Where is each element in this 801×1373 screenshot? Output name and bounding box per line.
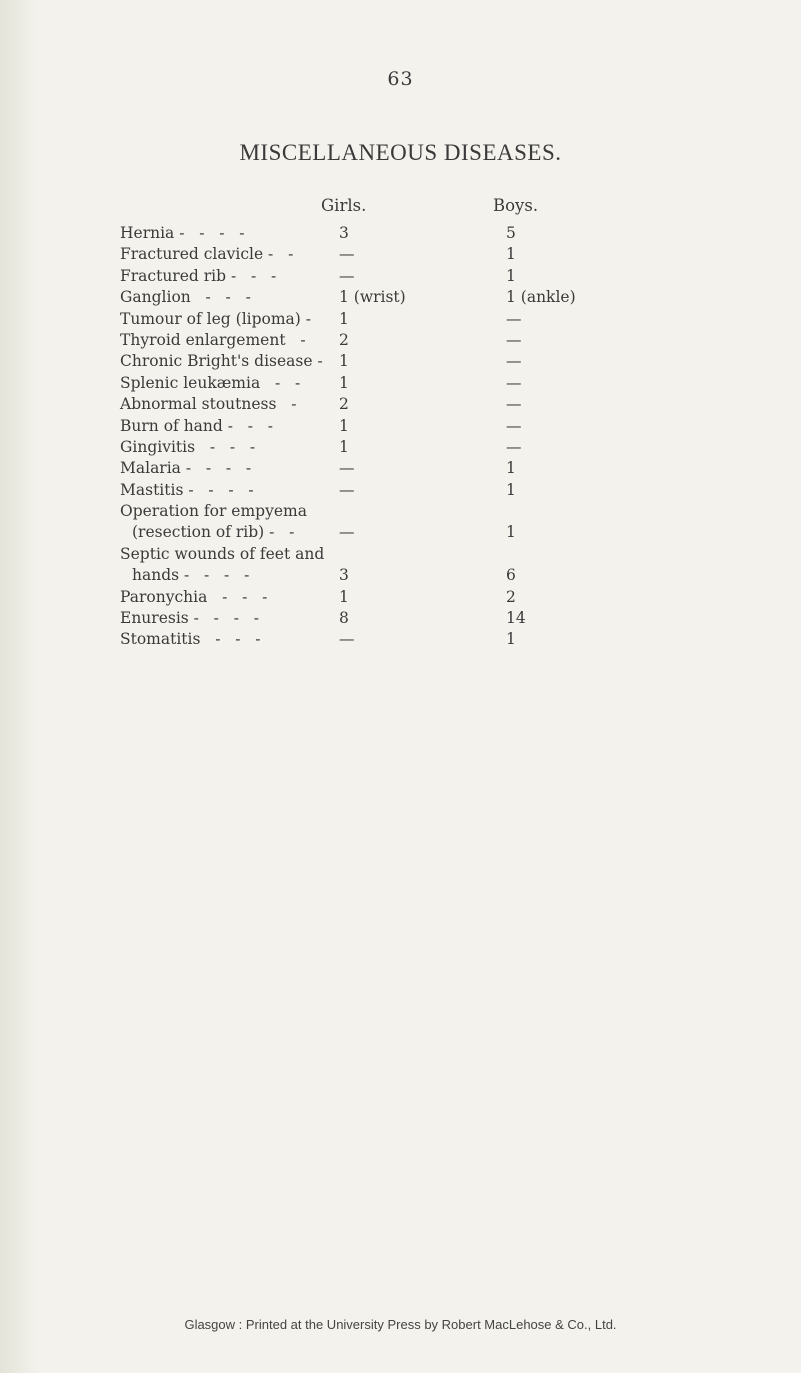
boys-count: — (506, 395, 522, 414)
disease-label: Fractured clavicle - - (120, 245, 294, 264)
boys-count: 6 (506, 566, 516, 585)
table-row (0, 223, 801, 244)
disease-label: Burn of hand - - - (120, 416, 274, 435)
disease-label: Chronic Bright's disease - (120, 352, 323, 371)
column-header-boys: Boys. (493, 196, 539, 215)
boys-count: 14 (506, 609, 526, 628)
girls-count: 2 (339, 395, 349, 414)
disease-label: Paronychia - - - (120, 587, 268, 606)
girls-count: — (339, 480, 355, 499)
printer-imprint: Glasgow : Printed at the University Press by Robert MacLehose & Co., Ltd. (184, 1317, 617, 1332)
boys-count: 1 (506, 266, 516, 285)
table-row (0, 458, 801, 479)
table-row (0, 394, 801, 415)
boys-count: — (506, 373, 522, 392)
girls-count: 1 (339, 373, 349, 392)
table-row (0, 480, 801, 501)
disease-label: Ganglion - - - (120, 288, 251, 307)
girls-count: 1 (339, 309, 349, 328)
disease-label: Enuresis - - - - (120, 609, 259, 628)
disease-label: Stomatitis - - - (120, 630, 261, 649)
boys-count: 1 (506, 630, 516, 649)
boys-count: 1 (506, 245, 516, 264)
boys-count: 5 (506, 224, 516, 242)
table-row (0, 501, 801, 522)
girls-count: 1 (339, 352, 349, 371)
girls-count: 1 (339, 416, 349, 435)
disease-label: Malaria - - - - (120, 459, 252, 478)
boys-count: — (506, 309, 522, 328)
table-row (0, 522, 801, 543)
girls-count: 1 (339, 437, 349, 456)
table-row (0, 351, 801, 372)
boys-count: 2 (506, 587, 516, 606)
girls-count: 3 (339, 224, 349, 242)
girls-count: — (339, 245, 355, 264)
page-number: 63 (387, 68, 414, 90)
boys-count: — (506, 352, 522, 371)
boys-count: 1 (ankle) (506, 288, 576, 307)
disease-label: Splenic leukæmia - - (120, 373, 301, 392)
table-row (0, 266, 801, 287)
boys-count: — (506, 330, 522, 349)
table-row (0, 587, 801, 608)
girls-count: — (339, 630, 355, 649)
disease-label: (resection of rib) - - (132, 523, 295, 542)
disease-label: Operation for empyema (120, 502, 307, 521)
page-edge-shadow (0, 0, 38, 1373)
page-title: MISCELLANEOUS DISEASES. (239, 140, 562, 165)
girls-count: 1 (339, 587, 349, 606)
disease-label: Gingivitis - - - (120, 437, 256, 456)
column-header-girls: Girls. (321, 196, 367, 215)
boys-count: 1 (506, 480, 516, 499)
girls-count: 1 (wrist) (339, 288, 406, 307)
table-row (0, 565, 801, 586)
disease-label: hands - - - - (132, 566, 250, 585)
disease-label: Mastitis - - - - (120, 480, 254, 499)
table-row (0, 330, 801, 351)
table-row (0, 373, 801, 394)
girls-count: — (339, 266, 355, 285)
table-row (0, 437, 801, 458)
girls-count: 8 (339, 609, 349, 628)
disease-label: Thyroid enlargement - (120, 330, 306, 349)
diseases-table (0, 223, 801, 651)
girls-count: — (339, 523, 355, 542)
boys-count: — (506, 437, 522, 456)
table-row (0, 608, 801, 629)
boys-count: — (506, 416, 522, 435)
girls-count: 3 (339, 566, 349, 585)
disease-label: Tumour of leg (lipoma) - (120, 309, 312, 328)
table-row (0, 309, 801, 330)
table-row (0, 287, 801, 308)
disease-label: Septic wounds of feet and (120, 544, 325, 563)
disease-label: Abnormal stoutness - (120, 395, 297, 414)
disease-label: Hernia - - - - (120, 224, 245, 242)
girls-count: 2 (339, 330, 349, 349)
table-row (0, 544, 801, 565)
boys-count: 1 (506, 523, 516, 542)
disease-label: Fractured rib - - - (120, 266, 277, 285)
table-row (0, 416, 801, 437)
girls-count: — (339, 459, 355, 478)
table-row (0, 244, 801, 265)
table-row (0, 629, 801, 650)
boys-count: 1 (506, 459, 516, 478)
